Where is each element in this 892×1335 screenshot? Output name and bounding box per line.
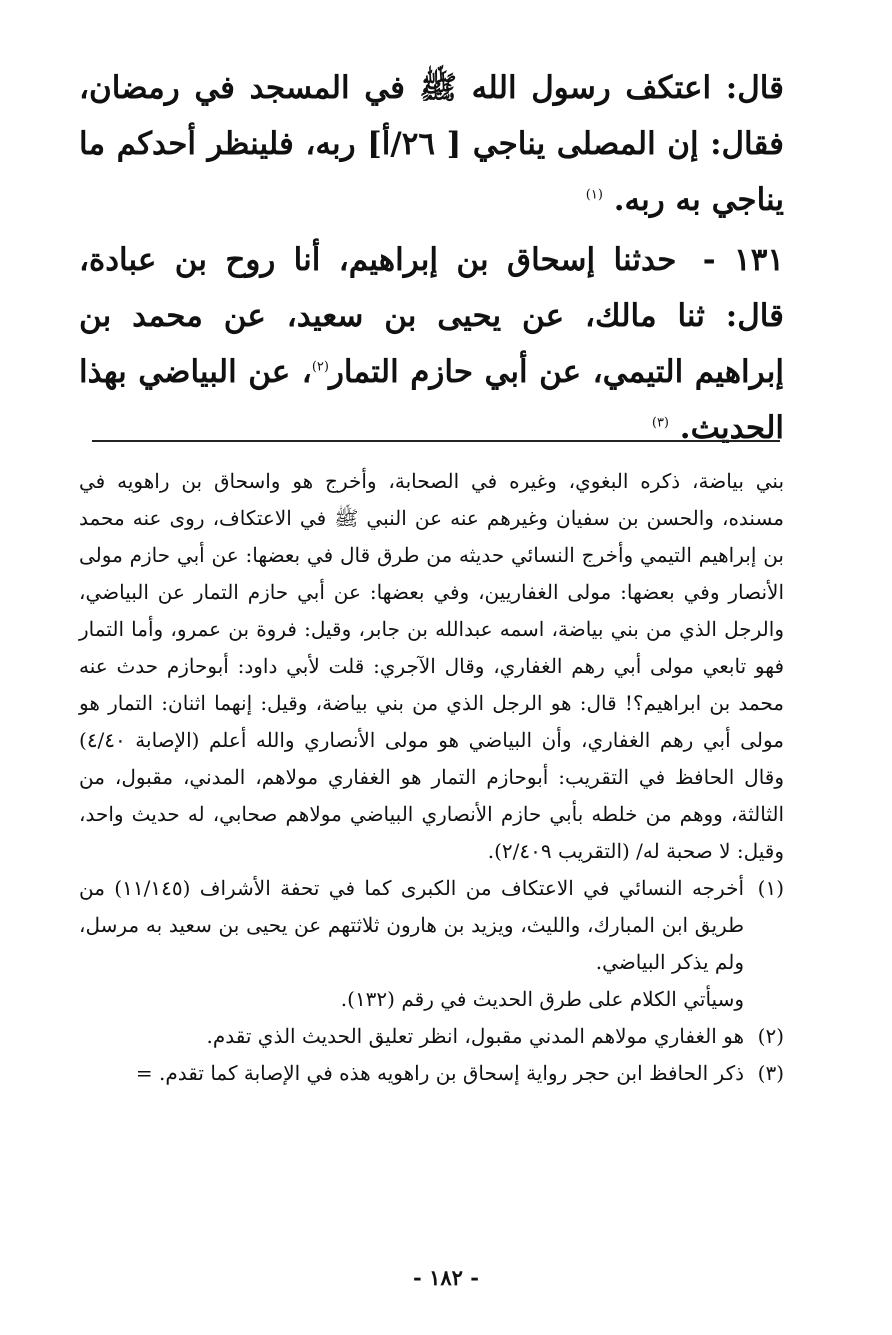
footnote-body [79, 1055, 744, 1092]
footnote-body [79, 1018, 744, 1055]
note-line: هو الغفاري مولاهم المدني مقبول، انظر تعليق الحديث الذي تقدم. [206, 1024, 744, 1048]
footnote-number: (٢) [757, 1024, 784, 1048]
footnote-2 [79, 1018, 784, 1055]
note-line: بني بياضة، ذكره البغوي، وغيره في الصحابة، وأخرج هو واسحاق بن راهويه [117, 469, 785, 493]
note-line: حازم التمار عن البياضي، والرجل الذي من بني بياضة، اسمه عبدالله بن جابر، [79, 580, 784, 641]
text-line: ما يناجي به ربه. [79, 126, 784, 218]
note-line: مرسل، ولم يذكر البياضي. [79, 913, 744, 974]
note-line: الغفاري، وأن البياضي هو مولى الأنصاري والله أعلم (الإصابة ٤/٤٠) [79, 728, 651, 752]
footnotes-section [79, 463, 784, 1092]
page-number: - ١٨٢ - [413, 1265, 479, 1290]
note-line: الآجري: قلت لأبي داود: أبوحازم حدث عنه محمد بن ابراهيم؟! قال: هو [79, 654, 785, 715]
text-line: فقال: إن المصلى يناجي [ ٢٦/أ] ربه، فلينظر أحدكم [116, 126, 785, 162]
footnote-body [79, 870, 744, 1018]
note-line: من الثالثة، ووهم من خلطه بأبي حازم الأنصاري البياضي مولاهم صحابي، له [79, 765, 785, 826]
text-line: قال: اعتكف رسول الله ﷺ في المسجد في رمضان، [79, 70, 784, 106]
note-line: وقال الحافظ في التقريب: أبوحازم التمار هو الغفاري مولاهم، المدني، مقبول، [114, 765, 785, 789]
footnote-ref-1[interactable]: (١) [585, 187, 603, 203]
footnote-continuation [79, 463, 784, 870]
note-line: طريق ابن المبارك، والليث، ويزيد بن هارون ثلاثتهم عن يحيى بن سعيد به [145, 913, 745, 937]
footnote-ref-3[interactable]: (٣) [651, 415, 669, 431]
note-line: ذكر الحافظ ابن حجر رواية إسحاق بن راهويه هذه في الإصابة كما تقدم. = [135, 1061, 744, 1085]
footnote-number: (١) [757, 876, 784, 900]
hadith-paragraph [79, 232, 784, 456]
footnote-number: (٣) [757, 1061, 784, 1085]
note-line: الرجل الذي من بني بياضة، وقيل: إنهما اثنان: التمار هو مولى أبي رهم [79, 691, 784, 752]
note-line: حديث واحد، وقيل: لا صحبة له/ (التقريب ٢/٤٠٩). [79, 802, 784, 863]
footnote-divider [92, 440, 780, 442]
note-line: وقيل: فروة بن عمرو، وأما التمار فهو تابعي مولى أبي رهم الغفاري، وقال [79, 617, 784, 678]
note-line: عن أبي حازم مولى الأنصار وفي بعضها: مولى الغفاريين، وفي بعضها: عن أبي [79, 543, 785, 604]
intro-paragraph [79, 60, 784, 228]
footnote-ref-2[interactable]: (٢) [311, 359, 329, 375]
hadith-text-end: ، عن البياضي بهذا الحديث. [79, 354, 784, 446]
hadith-text: حدثنا إسحاق بن إبراهيم، أنا روح بن عبادة، قال: ثنا مالك، عن يحيى بن سعيد، عن محمد بن إبراهيم التيمي، عن أبي حازم التمار [79, 242, 785, 390]
footnote-1 [79, 870, 784, 1018]
note-line: وسيأتي الكلام على طرق الحديث في رقم (١٣٢). [340, 987, 744, 1011]
note-line: عنه محمد بن إبراهيم التيمي وأخرج النسائي حديثه من طرق قال في بعضها: [79, 506, 784, 567]
note-line: أخرجه النسائي في الاعتكاف من الكبرى كما في تحفة الأشراف (١١/١٤٥) من [79, 876, 744, 900]
footnote-3 [79, 1055, 784, 1092]
main-text [79, 60, 784, 456]
hadith-number: ١٣١ - [702, 242, 784, 278]
note-line: في مسنده، والحسن بن سفيان وغيرهم عنه عن النبي ﷺ في الاعتكاف، روى [79, 469, 785, 530]
